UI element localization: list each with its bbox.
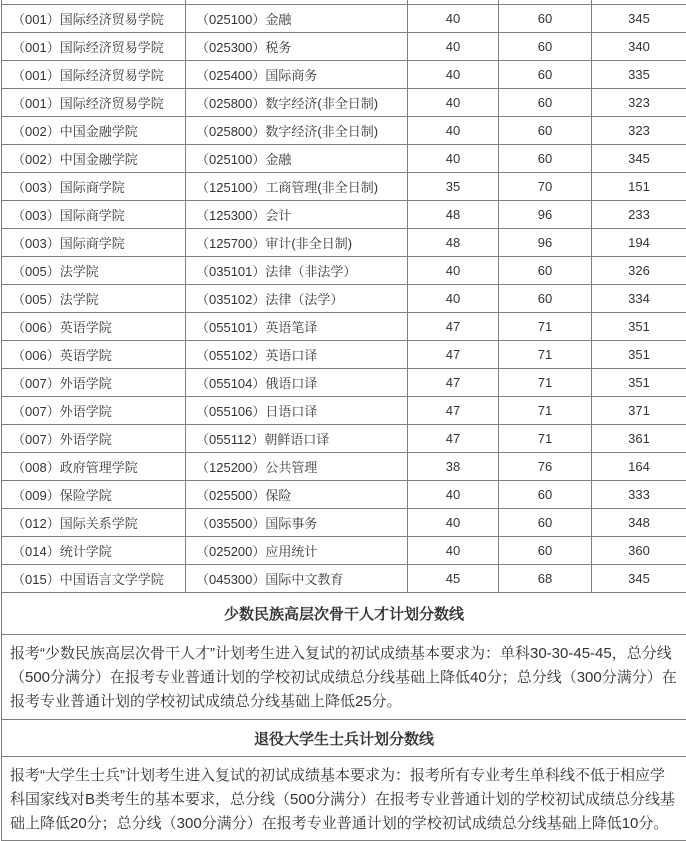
table-row bbox=[2, 61, 686, 89]
cell-s1: 40 bbox=[408, 33, 499, 61]
cell-s2: 60 bbox=[499, 509, 592, 537]
cell-total: 326 bbox=[592, 257, 686, 285]
cell-total: 333 bbox=[592, 481, 686, 509]
cell-total: 164 bbox=[592, 453, 686, 481]
cell-program: （025200）应用统计 bbox=[186, 537, 408, 565]
cell-s1: 47 bbox=[408, 369, 499, 397]
cell-college: （014）统计学院 bbox=[2, 537, 186, 565]
table-row bbox=[2, 229, 686, 257]
cell-s2: 76 bbox=[499, 453, 592, 481]
cell-total: 360 bbox=[592, 537, 686, 565]
cell-total: 194 bbox=[592, 229, 686, 257]
cell-college: （001）国际经济贸易学院 bbox=[2, 5, 186, 33]
cell-program: （035102）法律（法学） bbox=[186, 285, 408, 313]
cell-college: （009）保险学院 bbox=[2, 481, 186, 509]
cell-s2: 60 bbox=[499, 61, 592, 89]
cell-college: （005）法学院 bbox=[2, 257, 186, 285]
cell-s2: 60 bbox=[499, 33, 592, 61]
cell-college: （006）英语学院 bbox=[2, 313, 186, 341]
cell-program: （125700）审计(非全日制) bbox=[186, 229, 408, 257]
cell-program: （025100）金融 bbox=[186, 145, 408, 173]
cell-total: 371 bbox=[592, 397, 686, 425]
table-row bbox=[2, 537, 686, 565]
cell-total: 351 bbox=[592, 369, 686, 397]
table-row bbox=[2, 369, 686, 397]
cell-total: 323 bbox=[592, 89, 686, 117]
cell-college: （001）国际经济贸易学院 bbox=[2, 89, 186, 117]
cell-program: （035500）国际事务 bbox=[186, 509, 408, 537]
cell-s2: 71 bbox=[499, 397, 592, 425]
cell-s1: 40 bbox=[408, 89, 499, 117]
cell-s2: 96 bbox=[499, 229, 592, 257]
cell-college: （002）中国金融学院 bbox=[2, 117, 186, 145]
cell-program: （025500）保险 bbox=[186, 481, 408, 509]
cell-s1: 35 bbox=[408, 173, 499, 201]
cell-program: （025300）税务 bbox=[186, 33, 408, 61]
cell-program: （035101）法律（非法学） bbox=[186, 257, 408, 285]
cell-s1: 40 bbox=[408, 481, 499, 509]
table-row bbox=[2, 565, 686, 593]
table-row bbox=[2, 285, 686, 313]
cell-s1: 40 bbox=[408, 537, 499, 565]
table-row bbox=[2, 117, 686, 145]
cell-s1: 40 bbox=[408, 5, 499, 33]
cell-s1: 40 bbox=[408, 61, 499, 89]
table-row bbox=[2, 425, 686, 453]
minority-plan-body-row bbox=[2, 635, 686, 720]
cell-program: （125200）公共管理 bbox=[186, 453, 408, 481]
cell-program: （125100）工商管理(非全日制) bbox=[186, 173, 408, 201]
cell-program: （055104）俄语口译 bbox=[186, 369, 408, 397]
table-row bbox=[2, 313, 686, 341]
table-row bbox=[2, 33, 686, 61]
cell-s1: 48 bbox=[408, 229, 499, 257]
cell-s2: 60 bbox=[499, 285, 592, 313]
table-row bbox=[2, 481, 686, 509]
cell-s2: 70 bbox=[499, 173, 592, 201]
section-title: 少数民族高层次骨干人才计划分数线 bbox=[2, 593, 686, 635]
cell-total: 323 bbox=[592, 117, 686, 145]
table-row bbox=[2, 397, 686, 425]
section-body-text: 报考“大学生士兵”计划考生进入复试的初试成绩基本要求为：报考所有专业考生单科线不低于相应学科国家线对B类考生的基本要求，总分线（500分满分）在报考专业普通计划的学校初试成绩总分线基础上降低20分；总分线（300分满分）在报考专业普通计划的学校初试成绩总分线基础上降低10分。 bbox=[2, 757, 686, 841]
cell-college: （015）中国语言文学学院 bbox=[2, 565, 186, 593]
cell-program: （125300）会计 bbox=[186, 201, 408, 229]
cell-college: （003）国际商学院 bbox=[2, 173, 186, 201]
cell-total: 233 bbox=[592, 201, 686, 229]
cell-s2: 60 bbox=[499, 89, 592, 117]
cell-program: （055102）英语口译 bbox=[186, 341, 408, 369]
cell-s2: 96 bbox=[499, 201, 592, 229]
cell-s2: 68 bbox=[499, 565, 592, 593]
table-row bbox=[2, 453, 686, 481]
table-row bbox=[2, 145, 686, 173]
cell-s2: 60 bbox=[499, 257, 592, 285]
cell-total: 340 bbox=[592, 33, 686, 61]
cell-total: 345 bbox=[592, 145, 686, 173]
cell-program: （045300）国际中文教育 bbox=[186, 565, 408, 593]
cell-program: （025800）数字经济(非全日制) bbox=[186, 117, 408, 145]
cell-program: （055101）英语笔译 bbox=[186, 313, 408, 341]
cell-program: （055112）朝鲜语口译 bbox=[186, 425, 408, 453]
cell-total: 348 bbox=[592, 509, 686, 537]
cell-total: 361 bbox=[592, 425, 686, 453]
cell-s1: 47 bbox=[408, 425, 499, 453]
cell-s1: 40 bbox=[408, 285, 499, 313]
cell-s1: 40 bbox=[408, 509, 499, 537]
table-row bbox=[2, 89, 686, 117]
cell-college: （002）中国金融学院 bbox=[2, 145, 186, 173]
plan-sections-group bbox=[2, 593, 686, 841]
cell-s2: 60 bbox=[499, 481, 592, 509]
cell-s2: 60 bbox=[499, 537, 592, 565]
table-row bbox=[2, 509, 686, 537]
veteran-plan-body-row bbox=[2, 757, 686, 841]
cell-s2: 60 bbox=[499, 5, 592, 33]
cell-s1: 47 bbox=[408, 397, 499, 425]
table-row bbox=[2, 341, 686, 369]
table-row bbox=[2, 5, 686, 33]
cell-s2: 60 bbox=[499, 145, 592, 173]
cell-s1: 47 bbox=[408, 313, 499, 341]
cell-s1: 40 bbox=[408, 117, 499, 145]
cell-s2: 71 bbox=[499, 313, 592, 341]
table-row bbox=[2, 257, 686, 285]
cell-program: （025400）国际商务 bbox=[186, 61, 408, 89]
cell-college: （012）国际关系学院 bbox=[2, 509, 186, 537]
veteran-plan-title-row bbox=[2, 720, 686, 757]
score-rows-group bbox=[2, 5, 686, 593]
cell-college: （001）国际经济贸易学院 bbox=[2, 33, 186, 61]
cell-college: （006）英语学院 bbox=[2, 341, 186, 369]
cell-college: （007）外语学院 bbox=[2, 397, 186, 425]
section-title: 退役大学生士兵计划分数线 bbox=[2, 720, 686, 757]
cell-total: 335 bbox=[592, 61, 686, 89]
table-row bbox=[2, 173, 686, 201]
cell-total: 345 bbox=[592, 5, 686, 33]
cell-college: （008）政府管理学院 bbox=[2, 453, 186, 481]
minority-plan-title-row bbox=[2, 593, 686, 635]
cell-college: （007）外语学院 bbox=[2, 369, 186, 397]
cell-s2: 71 bbox=[499, 369, 592, 397]
score-lines-table bbox=[1, 0, 686, 841]
cell-s1: 45 bbox=[408, 565, 499, 593]
cell-s1: 47 bbox=[408, 341, 499, 369]
cell-program: （055106）日语口译 bbox=[186, 397, 408, 425]
cell-s2: 71 bbox=[499, 425, 592, 453]
table-row bbox=[2, 201, 686, 229]
cell-total: 151 bbox=[592, 173, 686, 201]
cell-program: （025100）金融 bbox=[186, 5, 408, 33]
cell-s1: 40 bbox=[408, 257, 499, 285]
cell-s1: 40 bbox=[408, 145, 499, 173]
cell-total: 334 bbox=[592, 285, 686, 313]
cell-college: （003）国际商学院 bbox=[2, 229, 186, 257]
cell-s2: 60 bbox=[499, 117, 592, 145]
cell-college: （007）外语学院 bbox=[2, 425, 186, 453]
cell-total: 351 bbox=[592, 313, 686, 341]
cell-program: （025800）数字经济(非全日制) bbox=[186, 89, 408, 117]
cell-s2: 71 bbox=[499, 341, 592, 369]
cell-s1: 48 bbox=[408, 201, 499, 229]
section-body-text: 报考“少数民族高层次骨干人才”计划考生进入复试的初试成绩基本要求为：单科30-30-45-45，总分线（500分满分）在报考专业普通计划的学校初试成绩总分线基础上降低40分；总分线（300分满分）在报考专业普通计划的学校初试成绩总分线基础上降低25分。 bbox=[2, 635, 686, 720]
cell-college: （001）国际经济贸易学院 bbox=[2, 61, 186, 89]
cell-s1: 38 bbox=[408, 453, 499, 481]
cell-college: （003）国际商学院 bbox=[2, 201, 186, 229]
cell-total: 351 bbox=[592, 341, 686, 369]
cell-college: （005）法学院 bbox=[2, 285, 186, 313]
cell-total: 345 bbox=[592, 565, 686, 593]
